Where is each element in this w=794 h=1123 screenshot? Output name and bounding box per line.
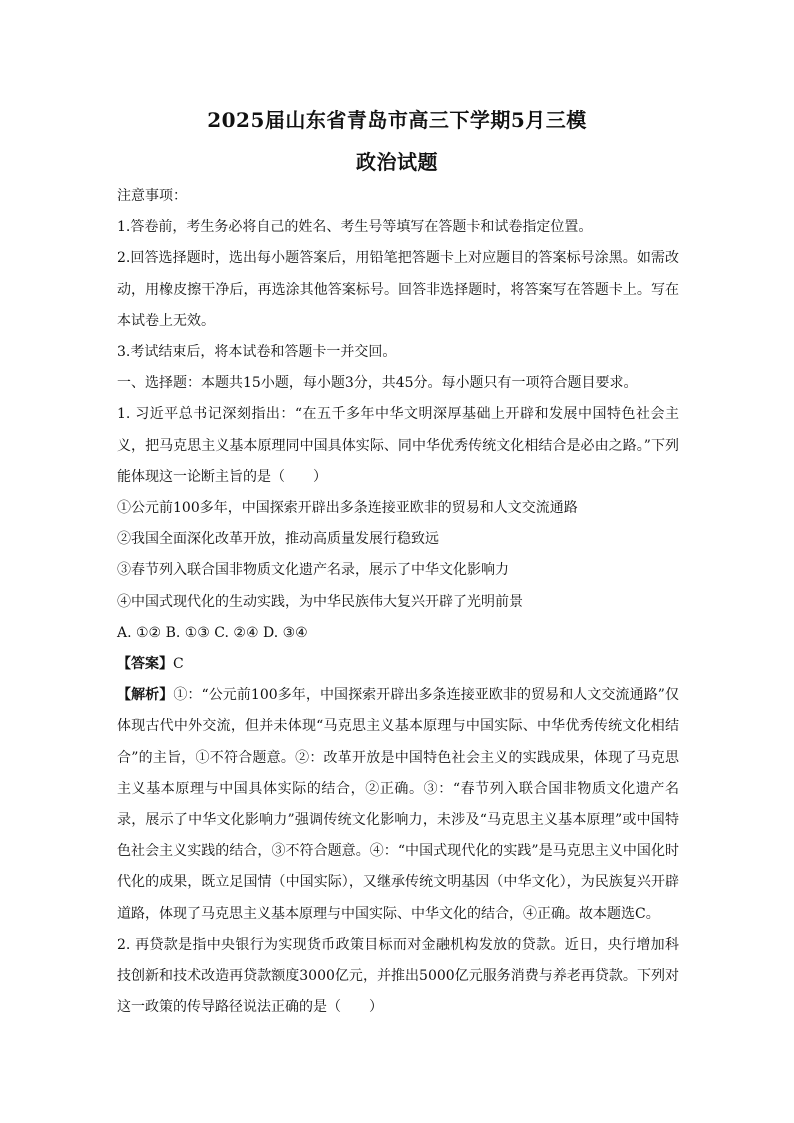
answer-label: 【答案】 xyxy=(117,656,173,673)
exam-content xyxy=(117,181,679,1023)
notice-item-3: 3.考试结束后，将本试卷和答题卡一并交回。 xyxy=(117,344,397,361)
question-1-option-1: ①公元前100多年，中国探索开辟出多条连接亚欧非的贸易和人文交流通路 xyxy=(117,500,578,517)
question-1-option-3: ③春节列入联合国非物质文化遗产名录，展示了中华文化影响力 xyxy=(117,562,509,579)
section-heading: 一、选择题：本题共15小题，每小题3分，共45分。每小题只有一项符合题目要求。 xyxy=(117,375,638,392)
question-1-option-4: ④中国式现代化的生动实践，为中华民族伟大复兴开辟了光明前景 xyxy=(117,593,523,610)
question-1-stem: 1. 习近平总书记深刻指出：“在五千多年中华文明深厚基础上开辟和发展中国特色社会主义，把马克思主义基本原理同中国具体实际、同中华优秀传统文化相结合是必由之路。”下列能体现这一论断主旨的是（ ） xyxy=(117,406,679,485)
analysis-label: 【解析】 xyxy=(117,687,174,704)
notice-item-1: 1.答卷前，考生务必将自己的姓名、考生号等填写在答题卡和试卷指定位置。 xyxy=(117,219,593,236)
question-1-answer xyxy=(117,649,679,680)
exam-subtitle: 政治试题 xyxy=(356,150,438,174)
question-1-choices: A. ①② B. ①③ C. ②④ D. ③④ xyxy=(117,624,308,641)
exam-title: 2025届山东省青岛市高三下学期5月三模 xyxy=(207,108,587,132)
question-2-stem: 2. 再贷款是指中央银行为实现货币政策目标而对金融机构发放的贷款。近日，央行增加科技创新和技术改造再贷款额度3000亿元，并推出5000亿元服务消费与养老再贷款。下列对这一政策的传导路径说法正确的是（ ） xyxy=(117,936,679,1016)
analysis-text: ①：“公元前100多年，中国探索开辟出多条连接亚欧非的贸易和人文交流通路”仅体现古代中外交流，但并未体现“马克思主义基本原理与中国实际、中华优秀传统文化相结合”的主旨，①不符合题意。②：改革开放是中国特色社会主义的实践成果，体现了马克思主义基本原理与中国具体实际的结合，②正确。③：“春节列入联合国非物质文化遗产名录，展示了中华文化影响力”强调传统文化影响力，未涉及“马克思主义基本原理”或中国特色社会主义实践的结合，③不符合题意。④：“中国式现代化的实践”是马克思主义中国化时代化的成果，既立足国情（中国实际），又继承传统文明基因（中华文化），为民族复兴开辟道路，体现了马克思主义基本原理与中国实际、中华文化的结合，④正确。故本题选C。 xyxy=(117,687,679,922)
question-1-option-2: ②我国全面深化改革开放，推动高质量发展行稳致远 xyxy=(117,531,439,548)
question-1-analysis xyxy=(117,680,679,930)
answer-value: C xyxy=(173,656,184,673)
notice-heading: 注意事项： xyxy=(117,188,187,204)
notice-item-2: 2.回答选择题时，选出每小题答案后，用铅笔把答题卡上对应题目的答案标号涂黑。如需改动，用橡皮擦干净后，再选涂其他答案标号。回答非选择题时，将答案写在答题卡上。写在本试卷上无效。 xyxy=(117,250,679,329)
